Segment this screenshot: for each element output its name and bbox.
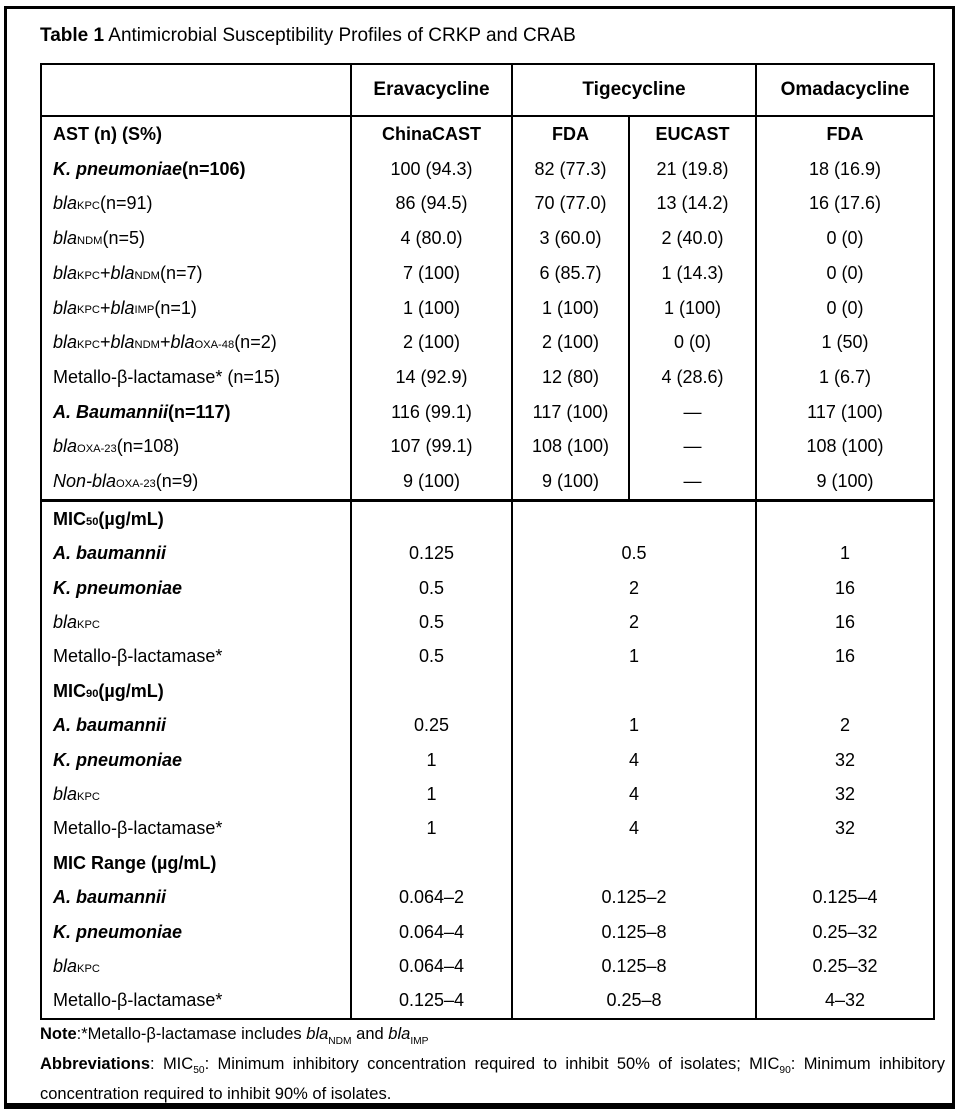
- text-segment: KPC: [77, 200, 100, 213]
- drug-header-eravacycline: Eravacycline: [352, 65, 513, 115]
- text-segment: K. pneumoniae: [53, 577, 183, 598]
- cell-value: 1 (100): [513, 291, 630, 326]
- text-segment: MIC: [53, 680, 86, 701]
- cell-value: 1 (50): [821, 332, 869, 353]
- row-label: [42, 915, 352, 949]
- cell-value: 0.125–4: [352, 984, 513, 1018]
- table-row: [42, 325, 933, 360]
- cell-value: 86 (94.5): [352, 186, 513, 221]
- text-segment: +: [99, 297, 111, 318]
- cell-value: 4: [513, 812, 757, 846]
- cell-value: 2 (40.0): [630, 221, 757, 256]
- cell-value: 4: [513, 777, 757, 811]
- cell-value: 2: [513, 605, 757, 639]
- row-label: [42, 360, 352, 395]
- row-label: [42, 186, 352, 221]
- table-row: [42, 186, 933, 221]
- cell-value: 16: [834, 611, 856, 632]
- cell-value: 1 (100): [352, 291, 513, 326]
- cell-value: 32: [834, 749, 856, 770]
- cell-value: EUCAST: [630, 117, 757, 152]
- table-row: [42, 152, 933, 187]
- text-segment: : Minimum inhibitory concentration required to inhibit 90% of isolates.: [40, 1054, 945, 1103]
- text-segment: (n=7): [159, 262, 203, 283]
- cell-value: 32: [834, 818, 856, 839]
- text-segment: : MIC: [150, 1054, 194, 1073]
- text-segment: (n=5): [102, 228, 145, 249]
- cell-value: [513, 502, 757, 536]
- cell-value: 4 (28.6): [630, 360, 757, 395]
- text-segment: Metallo-β-lactamase*: [53, 818, 223, 839]
- cell-value: 0.125–8: [513, 949, 757, 983]
- table-row: [42, 880, 933, 914]
- mic-section: [42, 499, 933, 1018]
- cell-value: 0.25–32: [812, 955, 878, 976]
- text-segment: Abbreviations: [40, 1054, 151, 1073]
- table-row: [42, 812, 933, 846]
- cell-value: 9 (100): [513, 464, 630, 499]
- row-label: [42, 640, 352, 674]
- cell-value: [513, 674, 757, 708]
- text-segment: (n=108): [116, 436, 180, 457]
- row-label: [42, 502, 352, 536]
- row-label: [42, 708, 352, 742]
- text-segment: Metallo-β-lactamase*: [53, 990, 223, 1011]
- row-label: [42, 571, 352, 605]
- text-segment: bla: [53, 611, 78, 632]
- cell-value: [352, 846, 513, 880]
- text-segment: K. pneumoniae: [53, 749, 183, 770]
- cell-value: 0.25–8: [513, 984, 757, 1018]
- table-row: [42, 502, 933, 536]
- text-segment: IMP: [410, 1035, 429, 1047]
- text-segment: (n=91): [99, 193, 153, 214]
- cell-value: 0.5: [352, 571, 513, 605]
- text-segment: bla: [53, 783, 78, 804]
- cell-value: —: [630, 395, 757, 430]
- cell-value: 21 (19.8): [630, 152, 757, 187]
- text-segment: A. baumannii: [53, 543, 167, 564]
- text-segment: (n=106): [182, 158, 246, 179]
- row-label: [42, 395, 352, 430]
- cell-value: 0.5: [352, 640, 513, 674]
- table-row: [42, 221, 933, 256]
- cell-value: [352, 674, 513, 708]
- row-label: [42, 325, 352, 360]
- text-segment: Note: [40, 1025, 77, 1043]
- text-segment: OXA-23: [77, 443, 117, 456]
- text-segment: NDM: [77, 235, 103, 248]
- cell-value: 1: [839, 543, 850, 564]
- cell-value: 100 (94.3): [352, 152, 513, 187]
- text-segment: +: [99, 262, 111, 283]
- text-segment: A. baumannii: [53, 715, 167, 736]
- cell-value: 2 (100): [513, 325, 630, 360]
- cell-value: 108 (100): [513, 430, 630, 465]
- cell-value: 0.125: [352, 536, 513, 570]
- row-label: [42, 984, 352, 1018]
- cell-value: 1 (14.3): [630, 256, 757, 291]
- row-label: [42, 949, 352, 983]
- text-segment: KPC: [77, 790, 100, 803]
- text-segment: KPC: [77, 339, 100, 352]
- cell-value: 0 (0): [826, 228, 864, 249]
- text-segment: 90: [779, 1065, 791, 1077]
- text-segment: A. baumannii: [53, 887, 167, 908]
- table-row: [42, 708, 933, 742]
- cell-value: 0.5: [352, 605, 513, 639]
- cell-value: [352, 502, 513, 536]
- note-text: [40, 1022, 945, 1052]
- row-label: [42, 812, 352, 846]
- cell-value: 32: [834, 783, 856, 804]
- cell-value: [513, 846, 757, 880]
- cell-value: 6 (85.7): [513, 256, 630, 291]
- table-row: [42, 949, 933, 983]
- abbreviations-text: [40, 1052, 945, 1107]
- cell-value: 1: [352, 812, 513, 846]
- cell-value: 4: [513, 743, 757, 777]
- text-segment: (µg/mL): [98, 508, 164, 529]
- row-label: [42, 605, 352, 639]
- text-segment: and: [351, 1025, 389, 1043]
- text-segment: bla: [53, 262, 78, 283]
- row-label: [42, 536, 352, 570]
- table-row: [42, 846, 933, 880]
- cell-value: 108 (100): [806, 436, 884, 457]
- text-segment: bla: [53, 436, 78, 457]
- text-segment: (n=1): [154, 297, 197, 318]
- drug-header-omadacycline: Omadacycline: [780, 79, 910, 100]
- table-row: [42, 360, 933, 395]
- cell-value: 0.064–4: [352, 915, 513, 949]
- cell-value: 0.25: [352, 708, 513, 742]
- text-segment: bla: [110, 262, 135, 283]
- cell-value: 0.25–32: [812, 921, 878, 942]
- text-segment: K. pneumoniae: [53, 921, 183, 942]
- table-row: [42, 571, 933, 605]
- table-row: [42, 674, 933, 708]
- row-label: [42, 256, 352, 291]
- cell-value: 0.125–4: [812, 887, 878, 908]
- cell-value: 4 (80.0): [352, 221, 513, 256]
- table-row: [42, 984, 933, 1018]
- row-label: [42, 117, 352, 152]
- cell-value: 107 (99.1): [352, 430, 513, 465]
- text-segment: OXA-48: [194, 339, 235, 352]
- text-segment: bla: [53, 955, 78, 976]
- cell-value: 0.5: [513, 536, 757, 570]
- cell-value: 0 (0): [826, 262, 864, 283]
- text-segment: KPC: [77, 618, 100, 631]
- text-segment: (n=117): [168, 401, 231, 422]
- table-row: [42, 256, 933, 291]
- text-segment: :*Metallo-β-lactamase includes: [76, 1025, 307, 1043]
- cell-value: 12 (80): [513, 360, 630, 395]
- table-row: [42, 291, 933, 326]
- table-title: [40, 24, 935, 48]
- cell-value: —: [630, 464, 757, 499]
- cell-value: 70 (77.0): [513, 186, 630, 221]
- text-segment: Non-bla: [53, 471, 117, 492]
- table-row: [42, 536, 933, 570]
- cell-value: 0.125–2: [513, 880, 757, 914]
- text-segment: bla: [53, 332, 78, 353]
- row-label: [42, 846, 352, 880]
- text-segment: bla: [110, 297, 135, 318]
- text-segment: bla: [53, 228, 78, 249]
- text-segment: bla: [388, 1025, 411, 1043]
- cell-value: 117 (100): [513, 395, 630, 430]
- cell-value: 2: [839, 715, 850, 736]
- text-segment: NDM: [134, 339, 160, 352]
- drug-header-empty-cell: [42, 65, 352, 115]
- table-notes: [40, 1022, 945, 1107]
- text-segment: +: [99, 332, 111, 353]
- cell-value: 0 (0): [826, 297, 864, 318]
- row-label: [42, 152, 352, 187]
- cell-value: FDA: [513, 117, 630, 152]
- cell-value: 13 (14.2): [630, 186, 757, 221]
- cell-value: [757, 846, 933, 880]
- cell-value: 1 (100): [630, 291, 757, 326]
- row-label: [42, 777, 352, 811]
- table-row: [42, 743, 933, 777]
- cell-value: 16: [834, 646, 856, 667]
- row-label: [42, 674, 352, 708]
- cell-value: FDA: [826, 123, 864, 144]
- cell-value: 7 (100): [352, 256, 513, 291]
- drug-header-tigecycline: Tigecycline: [513, 65, 757, 115]
- table-row: [42, 777, 933, 811]
- text-segment: bla: [53, 193, 78, 214]
- text-segment: KPC: [77, 269, 100, 282]
- table-row: [42, 117, 933, 152]
- cell-value: 0.125–8: [513, 915, 757, 949]
- table-row: [42, 395, 933, 430]
- cell-value: 3 (60.0): [513, 221, 630, 256]
- text-segment: (n=2): [234, 332, 277, 353]
- text-segment: KPC: [77, 962, 100, 975]
- cell-value: 1: [352, 777, 513, 811]
- cell-value: 14 (92.9): [352, 360, 513, 395]
- cell-value: —: [630, 430, 757, 465]
- text-segment: Metallo-β-lactamase*: [53, 646, 223, 667]
- table-row: [42, 915, 933, 949]
- text-segment: Metallo-β-lactamase* (n=15): [53, 367, 280, 387]
- text-segment: MIC: [53, 508, 86, 529]
- text-segment: 50: [193, 1065, 205, 1077]
- text-segment: Table 1: [40, 25, 105, 46]
- table-row: [42, 605, 933, 639]
- row-label: [42, 430, 352, 465]
- text-segment: KPC: [77, 304, 100, 317]
- row-label: [42, 880, 352, 914]
- cell-value: [757, 674, 933, 708]
- row-label: [42, 464, 352, 499]
- text-segment: (n=9): [155, 471, 199, 492]
- cell-value: 117 (100): [807, 401, 883, 422]
- text-segment: IMP: [134, 304, 155, 317]
- row-label: [42, 291, 352, 326]
- text-segment: bla: [306, 1025, 329, 1043]
- ast-section: [42, 117, 933, 499]
- text-segment: : Minimum inhibitory concentration required to inhibit 50% of isolates; MIC: [204, 1054, 780, 1073]
- cell-value: [757, 502, 933, 536]
- cell-value: ChinaCAST: [352, 117, 513, 152]
- cell-value: 1: [513, 708, 757, 742]
- text-segment: bla: [110, 332, 135, 353]
- text-segment: K. pneumoniae: [53, 158, 183, 179]
- table-row: [42, 640, 933, 674]
- cell-value: 1: [352, 743, 513, 777]
- cell-value: 18 (16.9): [808, 158, 882, 179]
- text-segment: A. Baumannii: [53, 401, 169, 422]
- text-segment: 90: [86, 687, 99, 700]
- drug-header-row: [42, 65, 933, 117]
- cell-value: 0 (0): [630, 325, 757, 360]
- text-segment: AST (n) (S%): [53, 123, 162, 144]
- cell-value: 2 (100): [352, 325, 513, 360]
- cell-value: 1: [513, 640, 757, 674]
- text-segment: 50: [86, 515, 99, 528]
- cell-value: 4–32: [824, 990, 866, 1011]
- cell-value: 116 (99.1): [352, 395, 513, 430]
- cell-value: 1 (6.7): [818, 367, 872, 387]
- text-segment: (µg/mL): [98, 680, 164, 701]
- susceptibility-table: [40, 63, 935, 1020]
- text-segment: bla: [53, 297, 78, 318]
- cell-value: 16 (17.6): [808, 193, 882, 214]
- cell-value: 2: [513, 571, 757, 605]
- cell-value: 9 (100): [816, 471, 874, 492]
- text-segment: Antimicrobial Susceptibility Profiles of CRKP and CRAB: [104, 25, 576, 46]
- cell-value: 9 (100): [352, 464, 513, 499]
- cell-value: 0.064–2: [352, 880, 513, 914]
- text-segment: MIC Range (µg/mL): [53, 852, 217, 873]
- row-label: [42, 221, 352, 256]
- table-row: [42, 430, 933, 465]
- cell-value: 82 (77.3): [513, 152, 630, 187]
- text-segment: NDM: [134, 269, 160, 282]
- text-segment: OXA-23: [116, 478, 156, 491]
- cell-value: 0.064–4: [352, 949, 513, 983]
- cell-value: 16: [834, 577, 856, 598]
- row-label: [42, 743, 352, 777]
- text-segment: +: [159, 332, 171, 353]
- table-row: [42, 464, 933, 499]
- text-segment: NDM: [328, 1035, 352, 1047]
- text-segment: bla: [170, 332, 195, 353]
